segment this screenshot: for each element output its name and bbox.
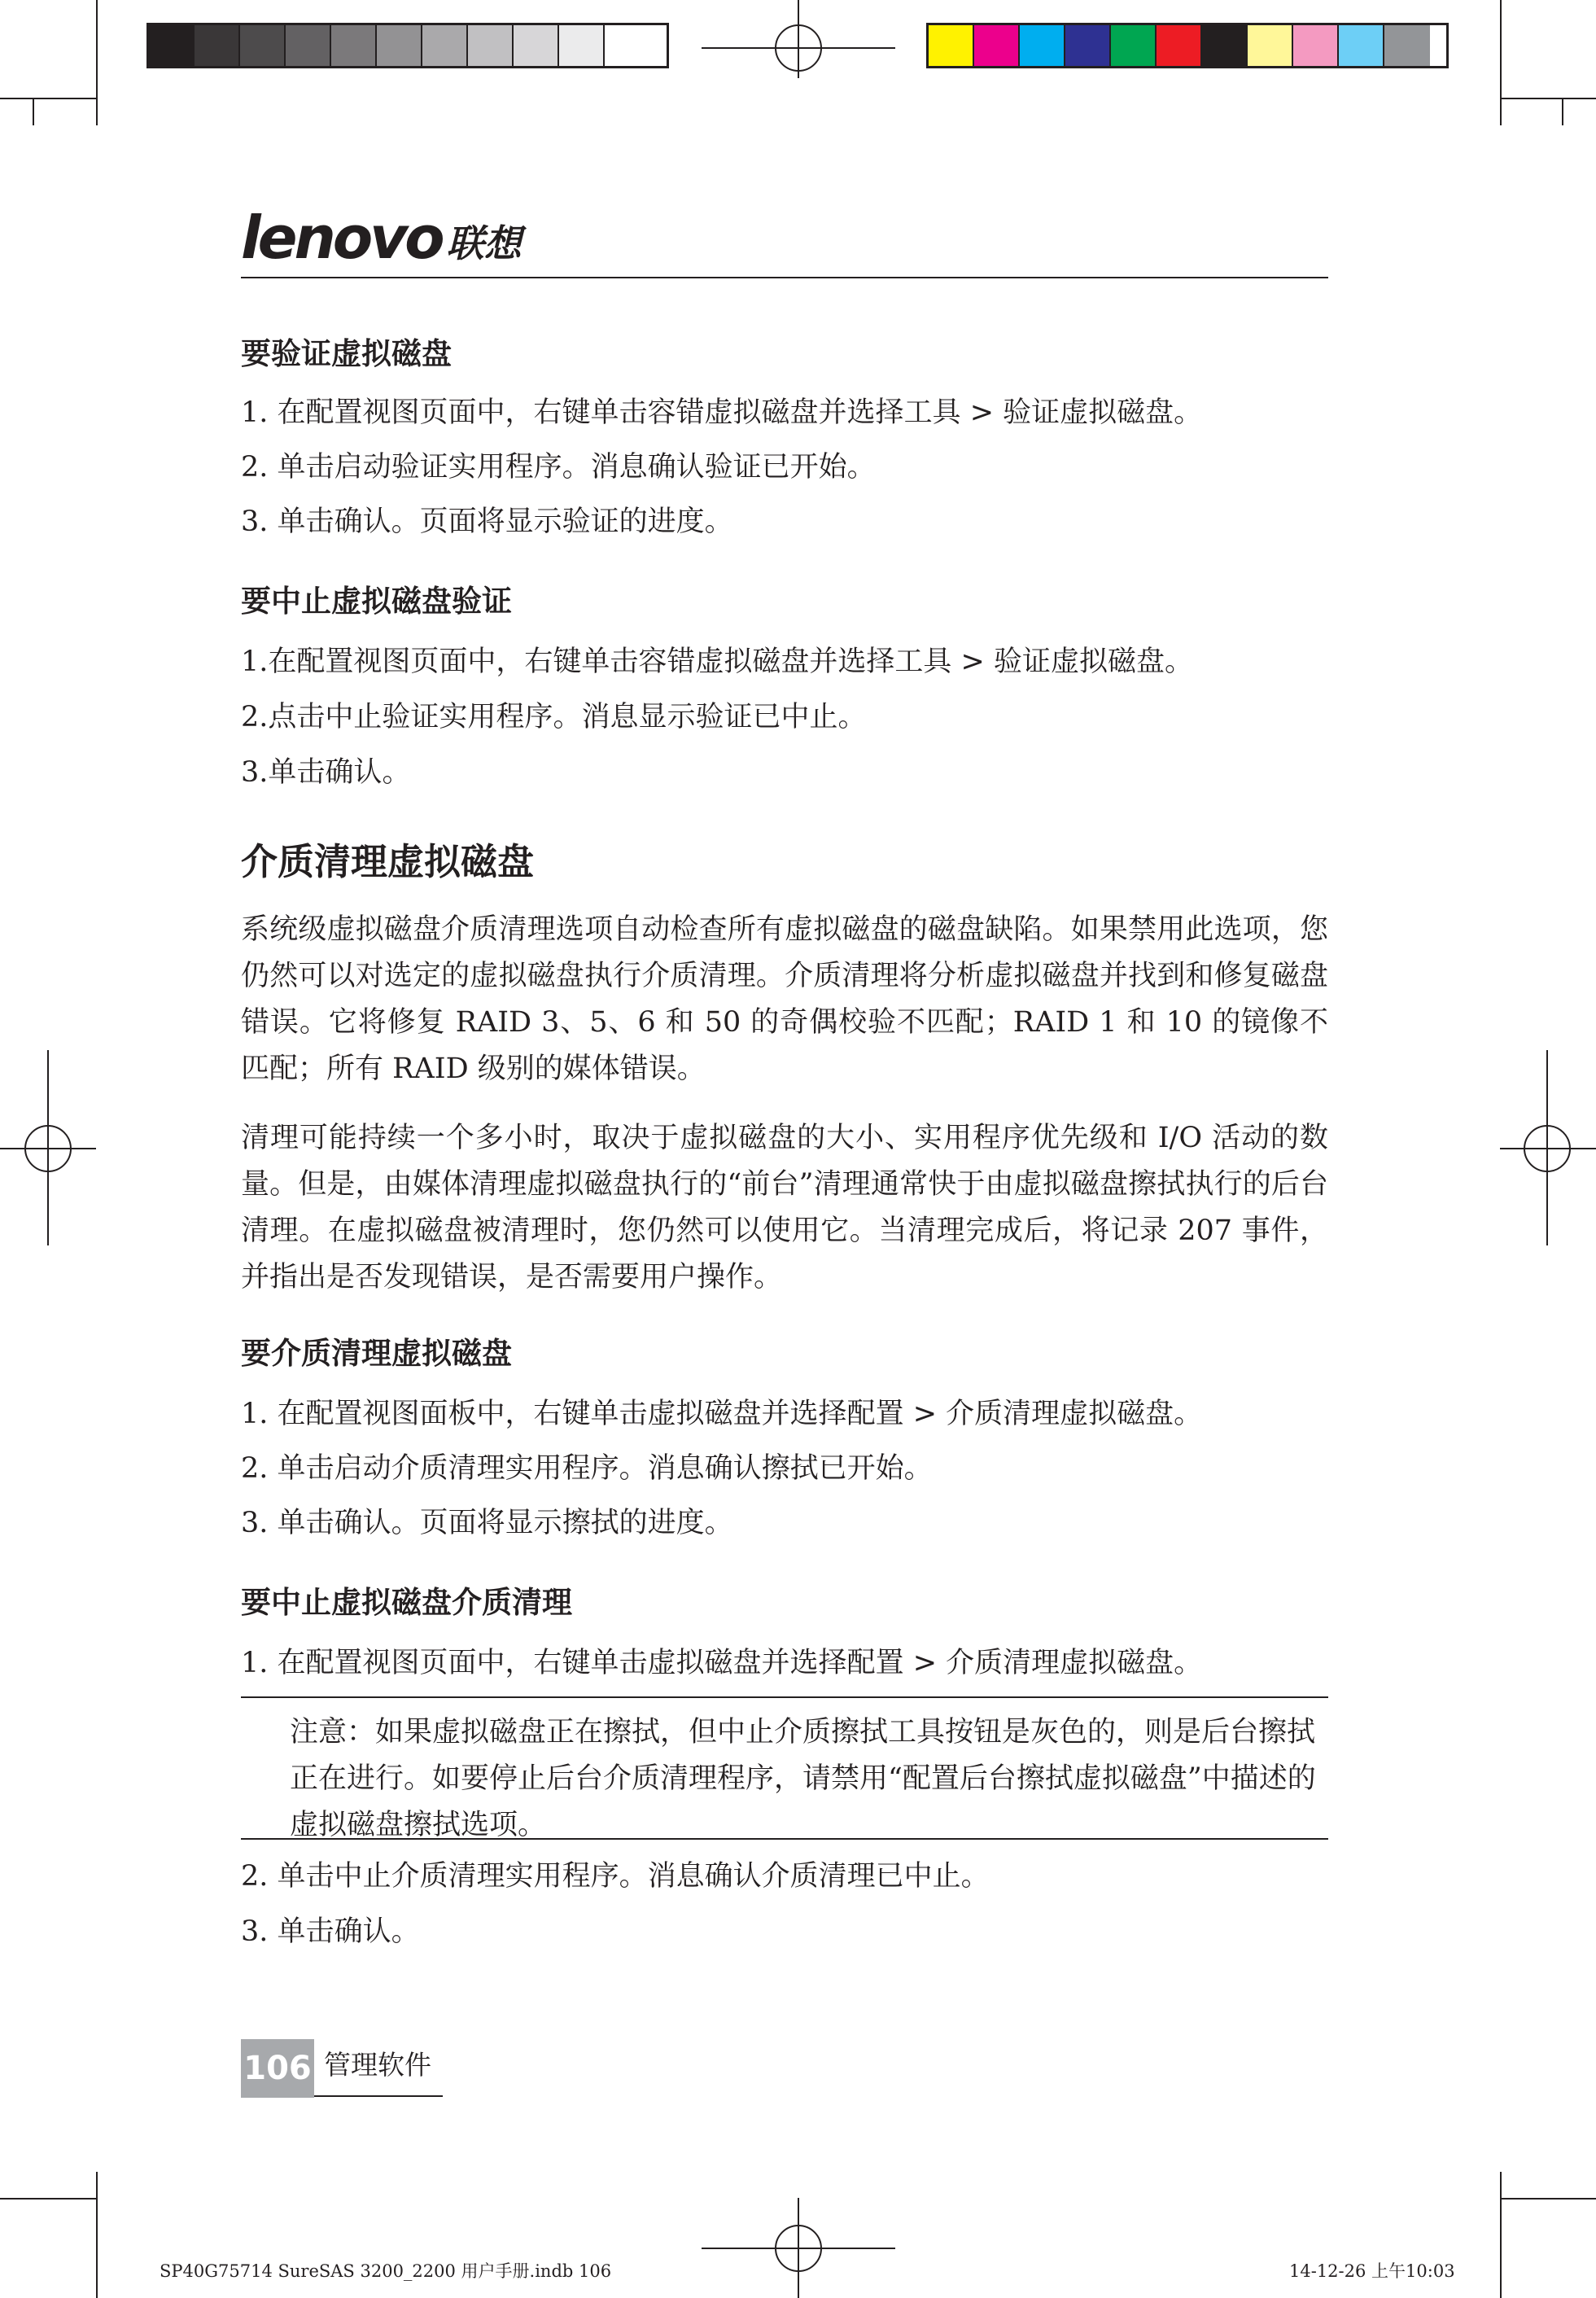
step-number: 2. <box>241 1452 269 1485</box>
gray-swatch <box>514 25 559 66</box>
do-scrub-step-1 <box>241 1400 1328 1429</box>
step-number: 3. <box>241 506 269 538</box>
color-bar <box>926 23 1449 68</box>
crop-mark <box>0 98 96 99</box>
step-tail: 。 <box>391 1915 420 1948</box>
color-swatch <box>1020 25 1065 66</box>
scrub-paragraph-2: 清理可能持续一个多小时，取决于虚拟磁盘的大小、实用程序优先级和 I/O 活动的数量。但是，由媒体清理虚拟磁盘执行的“前台”清理通常快于由虚拟磁盘擦拭执行的后台清理。在虚拟磁盘被清理时，您仍然可以使用它。当清理完成后，将记录 207 事件，并指出是否发现错误，是否需要用户操作。 <box>241 1122 1328 1293</box>
step-number: 3. <box>241 756 269 789</box>
step-text: 单击 <box>277 1507 335 1539</box>
step-tail: 。 <box>1174 396 1203 429</box>
crop-mark <box>798 2198 799 2298</box>
color-swatch <box>1111 25 1157 66</box>
print-slug-left: SP40G75714 SureSAS 3200_2200 用户手册.indb 106 <box>160 2261 612 2281</box>
lenovo-logo <box>241 204 522 272</box>
color-swatch <box>1339 25 1384 66</box>
stop-verify-step-1 <box>241 648 1328 676</box>
gray-swatch <box>286 25 331 66</box>
note-box <box>241 1696 1328 1840</box>
heading-verify: 要验证虚拟磁盘 <box>241 336 452 371</box>
step-tail: 。消息显示验证已中止。 <box>553 701 867 733</box>
do-scrub-step-3 <box>241 1509 1328 1538</box>
step-text: 单击 <box>268 756 326 789</box>
step-number: 1. <box>241 396 269 429</box>
crop-mark <box>1546 1050 1548 1245</box>
step-ui-term: 工具 > 验证虚拟磁盘 <box>894 646 1165 678</box>
step-tail: 。 <box>1174 1647 1203 1679</box>
footer-divider <box>314 2095 443 2097</box>
crop-mark <box>1562 98 1563 125</box>
color-swatch <box>974 25 1020 66</box>
step-tail: 。 <box>1174 1398 1203 1430</box>
verify-step-2 <box>241 453 1328 482</box>
note-label: 注意： <box>290 1716 376 1749</box>
step-text: 单击 <box>277 506 335 538</box>
gray-swatch <box>195 25 240 66</box>
verify-step-3 <box>241 508 1328 536</box>
step-text: 单击 <box>277 451 335 484</box>
step-number: 2. <box>241 701 269 733</box>
step-text: 单击 <box>277 1452 335 1485</box>
step-ui-term: 配置 > 介质清理虚拟磁盘 <box>846 1398 1174 1430</box>
step-ui-term: 确认 <box>334 1915 391 1948</box>
step-tail: 。 <box>382 756 411 789</box>
crop-mark <box>1500 0 1502 125</box>
step-ui-term: 中止验证实用程序 <box>325 701 553 733</box>
header-divider <box>241 277 1328 278</box>
step-tail: 。消息确认擦拭已开始。 <box>619 1452 933 1485</box>
stop-scrub-step-1 <box>241 1649 1328 1678</box>
step-text: 在配置视图面板中，右键单击虚拟磁盘并选择 <box>277 1398 847 1430</box>
grayscale-bar <box>146 23 669 68</box>
footer-section-name: 管理软件 <box>324 2049 431 2081</box>
step-number: 2. <box>241 1860 269 1893</box>
crop-mark <box>1500 2198 1596 2200</box>
color-swatch <box>1248 25 1293 66</box>
page-number: 106 <box>241 2039 314 2098</box>
color-swatch <box>1065 25 1111 66</box>
step-ui-term: 确认 <box>334 1507 391 1539</box>
heading-stop-verify: 要中止虚拟磁盘验证 <box>241 584 512 619</box>
color-swatch <box>1384 25 1430 66</box>
gray-swatch <box>240 25 286 66</box>
do-scrub-step-2 <box>241 1452 1328 1485</box>
color-swatch <box>1202 25 1248 66</box>
stop-scrub-step-3 <box>241 1915 1328 1948</box>
gray-swatch <box>468 25 514 66</box>
crop-mark <box>1500 2172 1502 2298</box>
step-tail: 。 <box>1165 646 1194 678</box>
step-text: 在配置视图页面中，右键单击虚拟磁盘并选择 <box>277 1647 847 1679</box>
step-number: 1. <box>241 1647 269 1679</box>
step-tail: 。消息确认介质清理已中止。 <box>619 1860 990 1893</box>
color-swatch <box>929 25 974 66</box>
logo-chinese: 联想 <box>446 221 522 265</box>
step-text: 在配置视图页面中，右键单击容错虚拟磁盘并选择 <box>277 396 904 429</box>
gray-swatch <box>605 25 650 66</box>
crop-mark <box>96 0 98 125</box>
crop-mark <box>1500 1148 1596 1149</box>
step-tail: 。页面将显示擦拭的进度。 <box>391 1507 733 1539</box>
step-number: 3. <box>241 1915 269 1948</box>
crop-mark <box>96 2172 98 2298</box>
section-title-scrub: 介质清理虚拟磁盘 <box>241 840 535 883</box>
scrub-paragraph-1: 系统级虚拟磁盘介质清理选项自动检查所有虚拟磁盘的磁盘缺陷。如果禁用此选项，您仍然可以对选定的虚拟磁盘执行介质清理。介质清理将分析虚拟磁盘并找到和修复磁盘错误。它将修复 RAID 3、5、6 和 50 的奇偶校验不匹配；RAID 1 和 10 的镜像不匹配；所有 RAID 级别的媒体错误。 <box>241 913 1328 1085</box>
crop-mark <box>47 1050 49 1245</box>
note-text: 如果虚拟磁盘正在擦拭，但中止介质擦拭工具按钮是灰色的，则是后台擦拭正在进行。如要停止后台介质清理程序，请禁用“配置后台擦拭虚拟磁盘”中描述的虚拟磁盘擦拭选项。 <box>290 1716 1316 1841</box>
step-ui-term: 中止介质清理实用程序 <box>334 1860 619 1893</box>
step-ui-term: 配置 > 介质清理虚拟磁盘 <box>846 1647 1174 1679</box>
stop-verify-step-2 <box>241 703 1328 732</box>
step-number: 2. <box>241 451 269 484</box>
heading-stop-scrub: 要中止虚拟磁盘介质清理 <box>241 1585 572 1620</box>
gray-swatch <box>377 25 422 66</box>
step-number: 1. <box>241 1398 269 1430</box>
stop-verify-step-3 <box>241 756 1328 789</box>
step-ui-term: 启动验证实用程序 <box>334 451 562 484</box>
crop-mark <box>798 0 799 78</box>
crop-mark <box>0 2198 96 2200</box>
step-ui-term: 确认 <box>325 756 383 789</box>
step-number: 1. <box>241 646 269 678</box>
step-tail: 。页面将显示验证的进度。 <box>391 506 733 538</box>
gray-swatch <box>559 25 605 66</box>
color-swatch <box>1293 25 1339 66</box>
step-text: 单击 <box>277 1915 335 1948</box>
crop-mark <box>1500 98 1596 99</box>
step-tail: 。消息确认验证已开始。 <box>562 451 876 484</box>
heading-do-scrub: 要介质清理虚拟磁盘 <box>241 1336 512 1371</box>
step-number: 3. <box>241 1507 269 1539</box>
print-slug-right: 14-12-26 上午10:03 <box>1289 2261 1455 2281</box>
verify-step-1 <box>241 396 1328 429</box>
crop-mark <box>33 98 34 125</box>
step-ui-term: 工具 > 验证虚拟磁盘 <box>903 396 1174 429</box>
logo-wordmark: lenovo <box>241 204 442 272</box>
gray-swatch <box>331 25 377 66</box>
step-text: 在配置视图页面中，右键单击容错虚拟磁盘并选择 <box>268 646 895 678</box>
step-ui-term: 确认 <box>334 506 391 538</box>
stop-scrub-step-2 <box>241 1862 1328 1891</box>
step-text: 点击 <box>268 701 326 733</box>
step-text: 单击 <box>277 1860 335 1893</box>
gray-swatch <box>422 25 468 66</box>
gray-swatch <box>149 25 195 66</box>
color-swatch <box>1157 25 1202 66</box>
step-ui-term: 启动介质清理实用程序 <box>334 1452 619 1485</box>
